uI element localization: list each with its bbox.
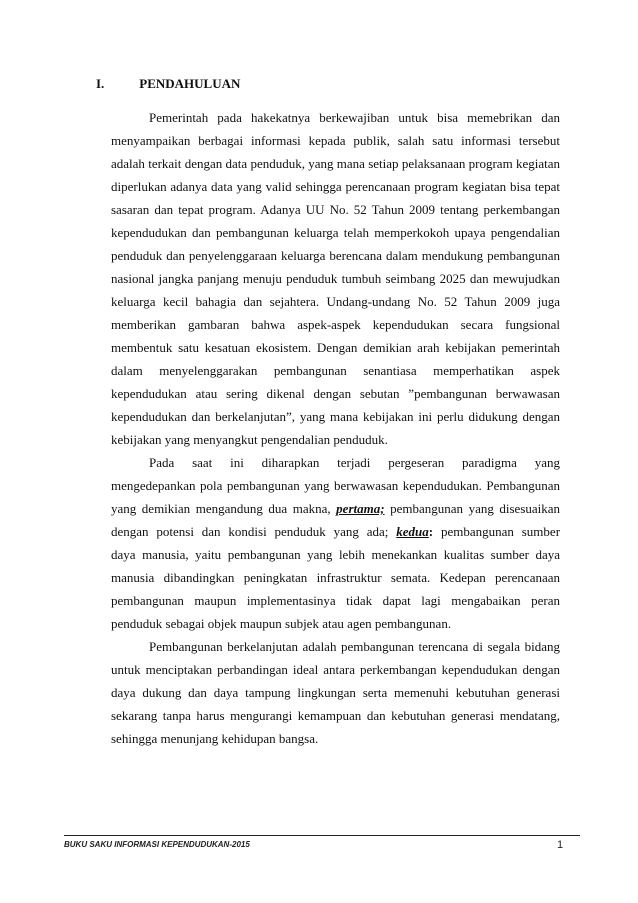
section-heading bbox=[96, 76, 240, 92]
line-text: pembangunan sumber bbox=[440, 524, 560, 539]
paragraph-line: membentuk satu kesatuan ekosistem. Dengan demikian arah kebijakan pemerintah bbox=[111, 340, 560, 355]
paragraph-line: menyampaikan berbagai informasi kepada publik, salah satu informasi tersebut bbox=[111, 133, 560, 148]
emphasis-colon: : bbox=[428, 524, 434, 539]
section-title: PENDAHULUAN bbox=[139, 76, 241, 91]
paragraph-line: memberikan gambaran bahwa aspek-aspek kependudukan secara fungsional bbox=[111, 317, 560, 332]
paragraph-line: diperlukan adanya data yang valid sehingga perencanaan program kegiatan bisa tepat bbox=[111, 179, 560, 194]
paragraph-line: nasional jangka panjang menuju penduduk tumbuh seimbang 2025 dan mewujudkan bbox=[111, 271, 560, 286]
paragraph-line: sasaran dan tepat program. Adanya UU No. 52 Tahun 2009 tentang perkembangan bbox=[111, 202, 560, 217]
paragraph-line: kependudukan dan pembangunan keluarga telah memperkokoh upaya pengendalian bbox=[111, 225, 560, 240]
paragraph-line: kependudukan dan berkelanjutan”, yang mana kebijakan ini perlu didukung dengan bbox=[111, 409, 560, 424]
page-number: 1 bbox=[557, 839, 564, 851]
paragraph-line bbox=[111, 520, 560, 543]
paragraph-line: manusia dibandingkan peningkatan infrastruktur semata. Kedepan perencanaan bbox=[111, 570, 560, 585]
paragraph-line bbox=[111, 497, 560, 520]
paragraph-line: daya manusia, yaitu pembangunan yang lebih menekankan kualitas sumber daya bbox=[111, 547, 560, 562]
paragraph-line: mengedepankan pola pembangunan yang berwawasan kependudukan. Pembangunan bbox=[111, 478, 560, 493]
section-number: I. bbox=[96, 76, 105, 91]
emphasis-kedua: kedua bbox=[396, 524, 429, 539]
footer-title: BUKU SAKU INFORMASI KEPENDUDUKAN-2015 bbox=[64, 840, 250, 849]
paragraph-line: sekarang tanpa harus mengurangi kemampuan dan kebutuhan generasi mendatang, bbox=[111, 708, 560, 723]
paragraph-line: daya dukung dan daya tampung lingkungan serta memenuhi kebutuhan generasi bbox=[111, 685, 560, 700]
body-text bbox=[111, 106, 560, 750]
paragraph-line: dalam menyelenggarakan pembangunan senantiasa memperhatikan aspek bbox=[111, 363, 560, 378]
paragraph-line: penduduk dan penyelenggaraan keluarga berencana dalam mendukung pembangunan bbox=[111, 248, 560, 263]
paragraph-line: kependudukan atau sering dikenal dengan sebutan ”pembangunan berwawasan bbox=[111, 386, 560, 401]
paragraph-line: sehingga menunjang kehidupan bangsa. bbox=[111, 731, 319, 746]
paragraph-line: Pada saat ini diharapkan terjadi pergeseran paradigma yang bbox=[149, 455, 560, 470]
line-text: pembangunan yang disesuaikan bbox=[390, 501, 560, 516]
line-text: dengan potensi dan kondisi penduduk yang ada; bbox=[111, 524, 389, 539]
paragraph-line: kebijakan yang menyangkut pengendalian penduduk. bbox=[111, 432, 388, 447]
paragraph-line: pembangunan maupun implementasinya tidak dapat lagi mengabaikan peran bbox=[111, 593, 560, 608]
paragraph-line: penduduk sebagai objek maupun subjek atau agen pembangunan. bbox=[111, 616, 452, 631]
paragraph-line: Pembangunan berkelanjutan adalah pembangunan terencana di segala bidang bbox=[149, 639, 560, 654]
paragraph-line: untuk menciptakan perbandingan ideal antara perkembangan kependudukan dengan bbox=[111, 662, 560, 677]
line-text: yang demikian mengandung dua makna, bbox=[111, 501, 331, 516]
footer-divider bbox=[64, 835, 580, 836]
paragraph-line: Pemerintah pada hakekatnya berkewajiban untuk bisa memebrikan dan bbox=[149, 110, 560, 125]
paragraph-line: keluarga kecil bahagia dan sejahtera. Undang-undang No. 52 Tahun 2009 juga bbox=[111, 294, 560, 309]
paragraph-line: adalah terkait dengan data penduduk, yang mana setiap pelaksanaan program kegiatan bbox=[111, 156, 560, 171]
emphasis-pertama: pertama; bbox=[336, 501, 385, 516]
